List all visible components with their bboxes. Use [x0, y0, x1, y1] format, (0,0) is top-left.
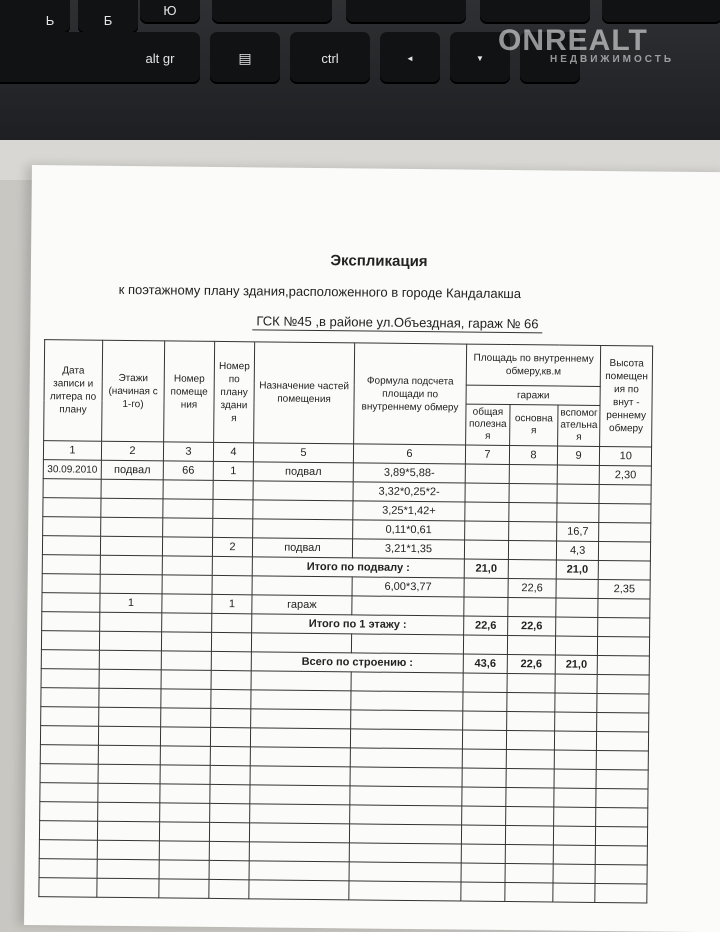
- empty-cell: [159, 822, 209, 842]
- empty-cell: [39, 821, 97, 841]
- empty-cell: [597, 674, 649, 694]
- cell-main: [508, 560, 556, 580]
- cell-aux: [557, 503, 599, 522]
- empty-cell: [506, 749, 554, 769]
- empty-cell: [211, 689, 251, 708]
- empty-cell: [462, 730, 506, 749]
- col-number: 5: [253, 443, 353, 463]
- cell-date: [43, 479, 101, 499]
- empty-cell: [97, 821, 159, 841]
- empty-cell: [210, 765, 250, 784]
- empty-cell: [595, 883, 647, 903]
- empty-cell: [505, 863, 553, 883]
- empty-cell: [40, 783, 98, 803]
- cell-room: [162, 537, 212, 557]
- empty-cell: [595, 864, 647, 884]
- empty-cell: [555, 674, 597, 693]
- cell-height: [598, 598, 650, 618]
- empty-cell: [209, 841, 249, 860]
- cell-aux: [555, 636, 597, 655]
- empty-cell: [553, 826, 595, 845]
- empty-cell: [160, 784, 210, 804]
- empty-cell: [596, 769, 648, 789]
- empty-cell: [350, 729, 462, 749]
- cell-height: [599, 484, 651, 504]
- cell-plan: 2: [212, 537, 252, 556]
- empty-cell: [39, 840, 97, 860]
- empty-cell: [251, 671, 351, 691]
- empty-cell: [553, 864, 595, 883]
- cell-plan: [212, 556, 252, 575]
- key-alt-gr: [0, 32, 200, 84]
- empty-cell: [99, 688, 161, 708]
- empty-cell: [40, 726, 98, 746]
- cell-total: [465, 502, 509, 521]
- cell-room: [163, 499, 213, 519]
- col-number: 7: [465, 445, 509, 464]
- cell-main: [507, 636, 555, 656]
- cell-floor: [100, 612, 162, 632]
- empty-cell: [596, 807, 648, 827]
- cell-plan: 1: [213, 461, 253, 480]
- cell-aux: [557, 465, 599, 484]
- cell-main: [508, 541, 556, 561]
- empty-cell: [40, 764, 98, 784]
- empty-cell: [41, 669, 99, 689]
- empty-cell: [98, 783, 160, 803]
- cell-aux: [556, 579, 598, 598]
- menu-icon: ▤: [238, 49, 252, 66]
- cell-floor: [99, 650, 161, 670]
- empty-cell: [211, 670, 251, 689]
- empty-cell: [349, 862, 461, 882]
- empty-cell: [97, 878, 159, 898]
- total-floor1-total: 22,6: [464, 616, 508, 635]
- cell-aux: [556, 617, 598, 636]
- empty-cell: [210, 784, 250, 803]
- cell-room: [161, 632, 211, 652]
- key-blank-3: [480, 0, 590, 24]
- empty-cell: [462, 806, 506, 825]
- empty-cell: [506, 787, 554, 807]
- document-title: Экспликация: [330, 252, 428, 271]
- empty-cell: [39, 878, 97, 898]
- key-label: alt gr: [145, 50, 175, 66]
- header-room-number: Номер помеще ния: [164, 341, 215, 443]
- document-page: [24, 165, 720, 932]
- empty-cell: [251, 690, 351, 710]
- empty-cell: [159, 841, 209, 861]
- header-formula: Формула подсчета площади по внутреннему обмеру: [354, 343, 467, 445]
- empty-cell: [249, 880, 349, 900]
- cell-formula: 3,21*1,35: [352, 539, 464, 559]
- empty-cell: [99, 669, 161, 689]
- total-basement-label: Итого по подвалу :: [252, 557, 464, 578]
- header-total-area: общая полезна я: [466, 404, 510, 445]
- explication-table: [38, 339, 653, 903]
- empty-cell: [97, 840, 159, 860]
- empty-cell: [349, 824, 461, 844]
- cell-purpose: [253, 481, 353, 501]
- cell-date: [42, 612, 100, 632]
- col-number: 9: [557, 446, 599, 465]
- cell-date: [42, 574, 100, 594]
- cell-height: 2,35: [598, 579, 650, 599]
- cell-purpose: [253, 519, 353, 539]
- empty-cell: [161, 689, 211, 709]
- empty-cell: [210, 746, 250, 765]
- cell-main: [509, 503, 557, 523]
- cell-date: [42, 555, 100, 575]
- empty-cell: [249, 861, 349, 881]
- cell-plan: [211, 632, 251, 651]
- empty-cell: [507, 674, 555, 694]
- cell-height: [598, 617, 650, 637]
- cell-room: [162, 556, 212, 576]
- cell-floor: [101, 479, 163, 499]
- cell-room: [161, 651, 211, 671]
- cell-height: [599, 522, 651, 542]
- cell-total: [464, 578, 508, 597]
- cell-aux: [557, 484, 599, 503]
- empty-cell: [462, 749, 506, 768]
- empty-cell: [250, 785, 350, 805]
- empty-cell: [461, 863, 505, 882]
- empty-cell: [505, 825, 553, 845]
- cell-total: [465, 483, 509, 502]
- empty-cell: [160, 746, 210, 766]
- header-purpose: Назначение частей помещения: [254, 342, 355, 444]
- col-number: 8: [509, 446, 557, 466]
- cell-main: [509, 522, 557, 542]
- empty-cell: [250, 747, 350, 767]
- empty-cell: [99, 707, 161, 727]
- empty-cell: [506, 806, 554, 826]
- empty-cell: [351, 710, 463, 730]
- cell-main: [509, 465, 557, 485]
- cell-floor: [100, 574, 162, 594]
- key-label: Ь: [45, 12, 55, 28]
- col-number: 6: [353, 444, 465, 464]
- empty-cell: [505, 882, 553, 902]
- arrow-down-icon: ▼: [476, 53, 484, 63]
- empty-cell: [554, 750, 596, 769]
- empty-cell: [209, 860, 249, 879]
- cell-plan: [213, 499, 253, 518]
- cell-room: [162, 594, 212, 614]
- empty-cell: [40, 802, 98, 822]
- empty-cell: [506, 731, 554, 751]
- empty-cell: [350, 748, 462, 768]
- empty-cell: [554, 769, 596, 788]
- empty-cell: [160, 727, 210, 747]
- cell-room: [163, 518, 213, 538]
- key-ctrl: [290, 32, 370, 84]
- empty-cell: [462, 768, 506, 787]
- empty-cell: [554, 807, 596, 826]
- empty-cell: [160, 803, 210, 823]
- col-number: 3: [163, 442, 213, 462]
- cell-floor: [99, 631, 161, 651]
- cell-plan: [211, 651, 251, 670]
- key-menu: [210, 32, 280, 84]
- cell-date: [41, 650, 99, 670]
- key-yu: [140, 0, 200, 24]
- header-floors: Этажи (начиная с 1-го): [102, 340, 165, 442]
- empty-cell: [98, 726, 160, 746]
- empty-cell: [97, 859, 159, 879]
- key-label: Ю: [163, 2, 177, 18]
- cell-date: [43, 498, 101, 518]
- cell-formula: 3,32*0,25*2-: [353, 482, 465, 502]
- total-building-label: Всего по строению :: [251, 652, 463, 673]
- empty-cell: [506, 768, 554, 788]
- empty-cell: [461, 844, 505, 863]
- cell-floor: [101, 498, 163, 518]
- cell-height: [599, 541, 651, 561]
- cell-room: 66: [163, 461, 213, 481]
- key-be: [78, 0, 138, 34]
- empty-cell: [159, 879, 209, 899]
- header-garages: гаражи: [466, 385, 600, 405]
- cell-main: 22,6: [508, 579, 556, 599]
- empty-cell: [351, 691, 463, 711]
- cell-room: [162, 613, 212, 633]
- cell-date: 30.09.2010: [43, 460, 101, 480]
- empty-cell: [597, 712, 649, 732]
- cell-aux: [556, 598, 598, 617]
- empty-cell: [461, 825, 505, 844]
- cell-height: [598, 560, 650, 580]
- cell-aux: 16,7: [557, 522, 599, 541]
- empty-cell: [463, 692, 507, 711]
- empty-cell: [350, 786, 462, 806]
- cell-formula: 0,11*0,61: [353, 520, 465, 540]
- empty-cell: [161, 708, 211, 728]
- empty-cell: [554, 731, 596, 750]
- cell-aux: 4,3: [556, 541, 598, 560]
- cell-total: [464, 540, 508, 559]
- cell-plan: [213, 518, 253, 537]
- cell-formula: 3,25*1,42+: [353, 501, 465, 521]
- header-date: Дата записи и литера по плану: [44, 340, 103, 442]
- empty-cell: [553, 845, 595, 864]
- empty-cell: [210, 727, 250, 746]
- empty-cell: [249, 842, 349, 862]
- cell-plan: [212, 613, 252, 632]
- cell-plan: [212, 575, 252, 594]
- cell-floor: [100, 536, 162, 556]
- empty-cell: [249, 823, 349, 843]
- total-building-aux: 21,0: [555, 655, 597, 674]
- cell-floor: [100, 555, 162, 575]
- empty-cell: [98, 745, 160, 765]
- cell-floor: [101, 517, 163, 537]
- empty-cell: [597, 731, 649, 751]
- empty-cell: [250, 766, 350, 786]
- empty-cell: [554, 788, 596, 807]
- cell-formula: 6,00*3,77: [352, 577, 464, 597]
- empty-cell: [463, 673, 507, 692]
- document-object: ГСК №45 ,в районе ул.Объездная, гараж № 66: [252, 313, 542, 333]
- total-floor1-label: Итого по 1 этажу :: [252, 614, 464, 635]
- empty-cell: [160, 765, 210, 785]
- total-basement-total: 21,0: [464, 559, 508, 578]
- col-number: 10: [600, 446, 652, 466]
- empty-cell: [41, 707, 99, 727]
- key-soft-sign: [0, 0, 70, 34]
- empty-cell: [98, 802, 160, 822]
- cell-height: [599, 503, 651, 523]
- cell-total: [465, 521, 509, 540]
- empty-cell: [251, 709, 351, 729]
- cell-floor: 1: [100, 593, 162, 613]
- header-main-area: основна я: [510, 405, 558, 447]
- cell-date: [42, 593, 100, 613]
- empty-cell: [553, 883, 595, 902]
- total-basement-aux: 21,0: [556, 560, 598, 579]
- key-left: [380, 32, 440, 84]
- cell-total: [464, 597, 508, 616]
- cell-purpose: [251, 633, 351, 653]
- header-height: Высота помещен ия по внут - реннему обмеру: [600, 345, 653, 447]
- cell-date: [43, 517, 101, 537]
- total-floor1-main: 22,6: [508, 617, 556, 637]
- arrow-left-icon: ◄: [406, 53, 414, 63]
- empty-cell: [210, 803, 250, 822]
- document-subtitle: к поэтажному плану здания,расположенного в городе Кандалакша: [118, 281, 522, 302]
- cell-purpose: гараж: [252, 595, 352, 615]
- empty-cell: [250, 728, 350, 748]
- watermark: [498, 24, 674, 65]
- cell-room: [163, 480, 213, 500]
- empty-cell: [350, 767, 462, 787]
- key-blank-4: [602, 0, 720, 24]
- cell-total: [463, 635, 507, 654]
- watermark-logo: ONREALT: [498, 24, 648, 57]
- cell-formula: [351, 634, 463, 654]
- empty-cell: [505, 844, 553, 864]
- empty-cell: [463, 711, 507, 730]
- col-number: 2: [101, 441, 163, 461]
- cell-plan: 1: [212, 594, 252, 613]
- empty-cell: [596, 750, 648, 770]
- cell-purpose: [253, 500, 353, 520]
- cell-formula: [352, 596, 464, 616]
- key-label: ctrl: [321, 50, 339, 66]
- empty-cell: [507, 693, 555, 713]
- key-blank-1: [212, 0, 332, 24]
- cell-purpose: подвал: [253, 462, 353, 482]
- cell-date: [42, 536, 100, 556]
- empty-cell: [595, 845, 647, 865]
- cell-total: [465, 464, 509, 483]
- empty-cell: [39, 859, 97, 879]
- total-building-main: 22,6: [507, 655, 555, 675]
- header-plan-number: Номер по плану здани я: [214, 341, 255, 442]
- empty-cell: [209, 822, 249, 841]
- col-number: 4: [213, 442, 253, 461]
- cell-purpose: подвал: [252, 538, 352, 558]
- cell-room: [162, 575, 212, 595]
- empty-cell: [462, 787, 506, 806]
- empty-cell: [349, 843, 461, 863]
- cell-formula: 3,89*5,88-: [353, 463, 465, 483]
- empty-cell: [351, 672, 463, 692]
- cell-height: [597, 655, 649, 675]
- header-aux-area: вспомог ательна я: [558, 405, 601, 446]
- empty-cell: [555, 712, 597, 731]
- cell-height: [598, 636, 650, 656]
- empty-cell: [98, 764, 160, 784]
- col-number: 1: [43, 441, 101, 461]
- empty-cell: [250, 804, 350, 824]
- empty-cell: [350, 805, 462, 825]
- empty-cell: [597, 693, 649, 713]
- empty-cell: [209, 879, 249, 898]
- key-blank-2: [346, 0, 466, 24]
- cell-plan: [213, 480, 253, 499]
- empty-cell: [596, 788, 648, 808]
- cell-date: [41, 631, 99, 651]
- cell-height: 2,30: [599, 465, 651, 485]
- total-building-total: 43,6: [463, 654, 507, 673]
- empty-cell: [349, 881, 461, 901]
- watermark-sub: НЕДВИЖИМОСТЬ: [550, 54, 675, 65]
- cell-main: [508, 598, 556, 618]
- empty-cell: [41, 688, 99, 708]
- keyboard: [0, 0, 720, 140]
- empty-cell: [596, 826, 648, 846]
- cell-floor: подвал: [101, 460, 163, 480]
- empty-cell: [161, 670, 211, 690]
- empty-cell: [507, 712, 555, 732]
- empty-cell: [211, 708, 251, 727]
- empty-cell: [461, 882, 505, 901]
- empty-cell: [159, 860, 209, 880]
- cell-main: [509, 484, 557, 504]
- empty-cell: [555, 693, 597, 712]
- empty-cell: [40, 745, 98, 765]
- header-area-group: Площадь по внутреннему обмеру,кв.м: [466, 344, 601, 386]
- key-label: Б: [103, 12, 113, 28]
- cell-purpose: [252, 576, 352, 596]
